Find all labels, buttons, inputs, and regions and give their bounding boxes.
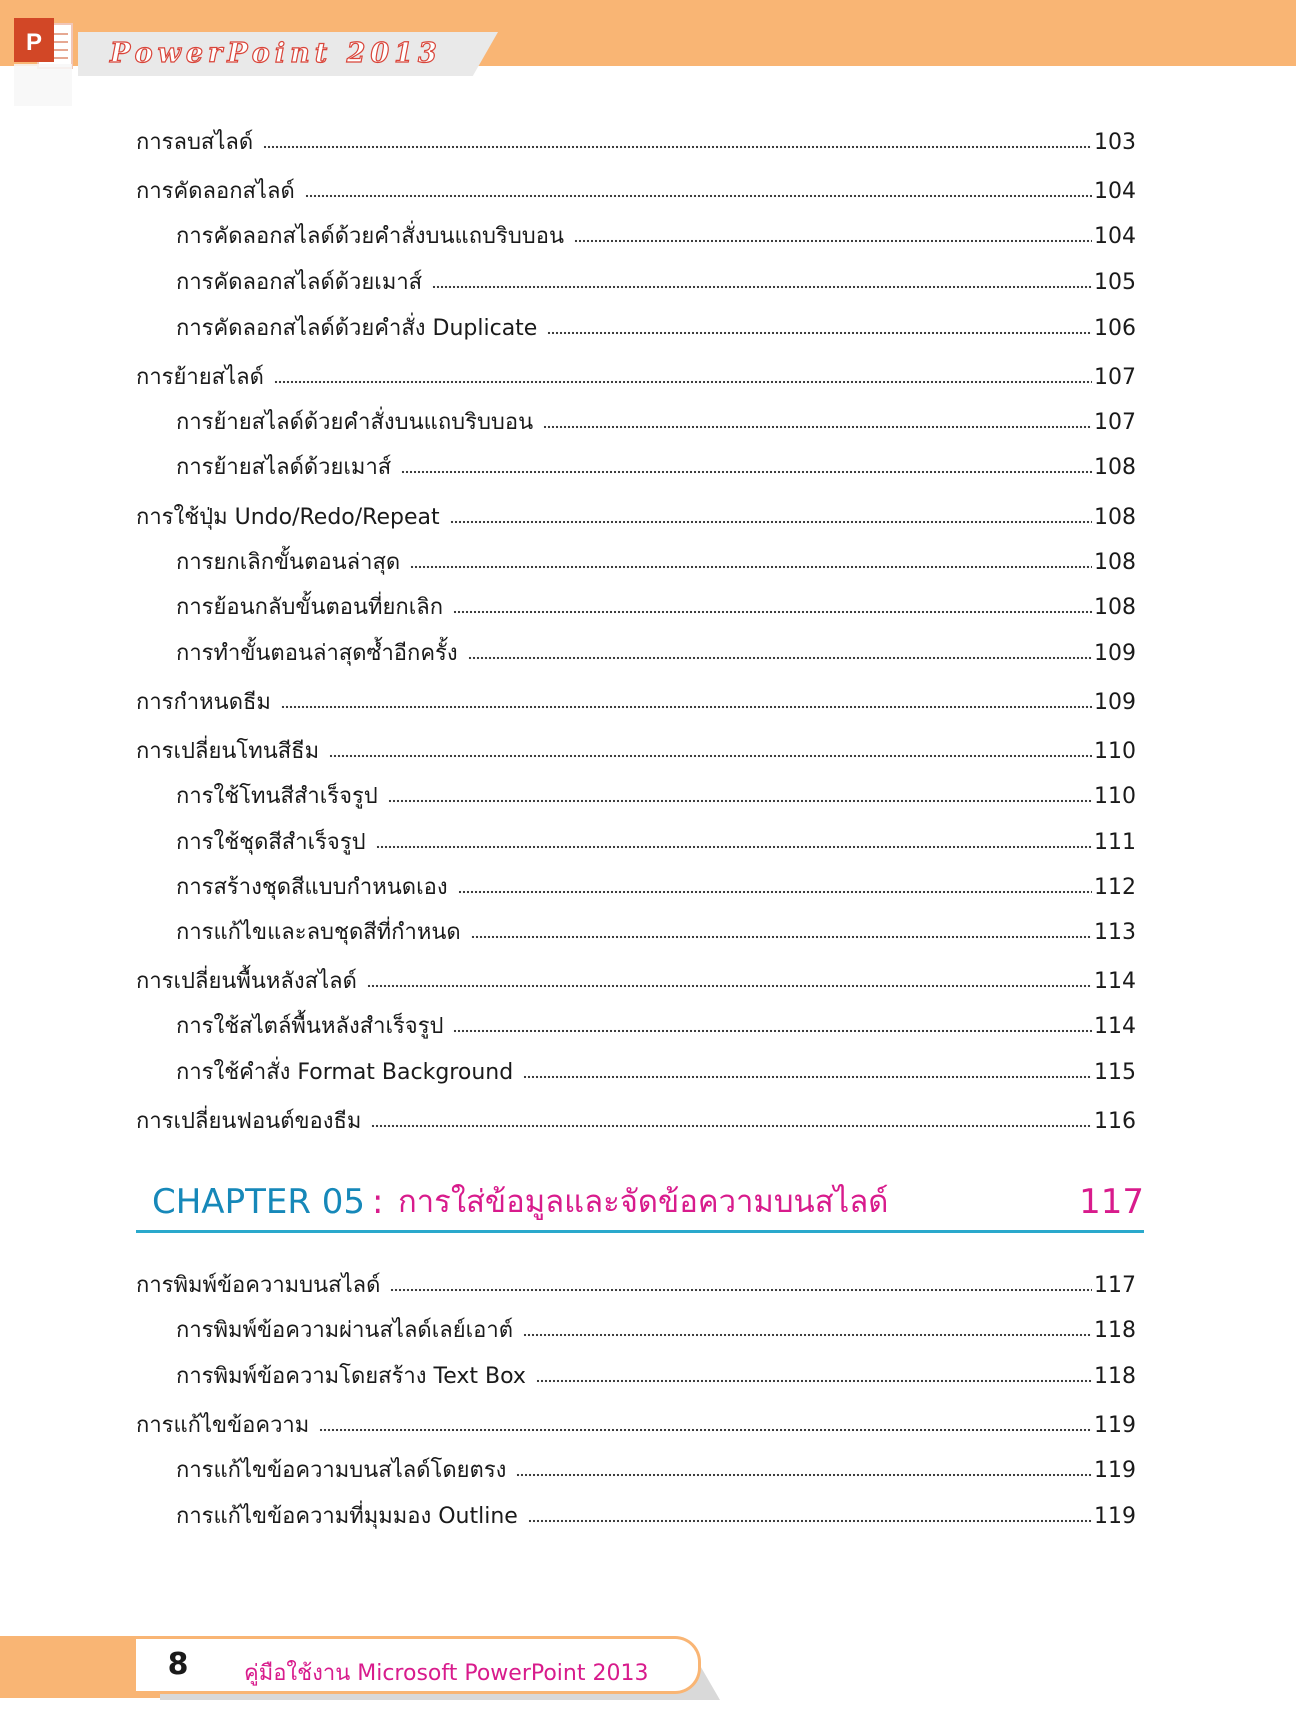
toc-entry-title: การใช้ปุ่ม Undo/Redo/Repeat xyxy=(136,505,440,530)
chapter-separator: : xyxy=(372,1182,384,1222)
chapter-page-number: 117 xyxy=(1079,1182,1144,1222)
toc-entry-page: 112 xyxy=(1094,875,1136,900)
footer-book-title: คู่มือใช้งาน Microsoft PowerPoint 2013 xyxy=(244,1661,649,1686)
dot-leader xyxy=(543,422,1092,429)
toc-entry xyxy=(176,1312,1136,1346)
toc-entry-title: การเปลี่ยนพื้นหลังสไลด์ xyxy=(136,969,357,994)
dot-leader xyxy=(450,517,1092,524)
toc-entry-title: การคัดลอกสไลด์ด้วยคำสั่ง Duplicate xyxy=(176,316,538,341)
header-title: PowerPoint 2013 xyxy=(110,38,442,69)
toc-entry xyxy=(176,589,1136,623)
toc-entry-title: การแก้ไขข้อความบนสไลด์โดยตรง xyxy=(176,1458,507,1483)
dot-leader xyxy=(376,842,1092,849)
toc-entry-page: 106 xyxy=(1094,316,1136,341)
toc-entry-title: การเปลี่ยนฟอนต์ของธีม xyxy=(136,1109,362,1134)
toc-entry-title: การคัดลอกสไลด์ xyxy=(136,179,295,204)
chapter-heading xyxy=(136,1178,1144,1233)
toc-entry-title: การแก้ไขและลบชุดสีที่กำหนด xyxy=(176,920,461,945)
toc-entry-title: การใช้โทนสีสำเร็จรูป xyxy=(176,784,378,809)
toc-entry xyxy=(136,733,1136,767)
toc-entry-title: การยกเลิกขั้นตอนล่าสุด xyxy=(176,550,401,575)
chapter-title: การใส่ข้อมูลและจัดข้อความบนสไลด์ xyxy=(398,1184,889,1220)
dot-leader xyxy=(388,796,1092,803)
toc-entry xyxy=(136,1267,1136,1301)
dot-leader xyxy=(319,1425,1092,1432)
chapter-label: CHAPTER 05 xyxy=(152,1182,366,1222)
toc-entry-title: การสร้างชุดสีแบบกำหนดเอง xyxy=(176,875,448,900)
dot-leader xyxy=(468,653,1092,660)
dot-leader xyxy=(371,1121,1092,1128)
powerpoint-logo-icon xyxy=(12,18,78,106)
toc-entry-page: 118 xyxy=(1094,1318,1136,1343)
toc-entry-page: 111 xyxy=(1094,830,1136,855)
toc-entry-page: 114 xyxy=(1094,1014,1136,1039)
dot-leader xyxy=(471,932,1092,939)
toc-entry xyxy=(176,778,1136,812)
toc-entry xyxy=(176,310,1136,344)
toc-entry xyxy=(176,544,1136,578)
toc-entry xyxy=(176,1008,1136,1042)
toc-entry-page: 114 xyxy=(1094,969,1136,994)
toc-entry-title: การคัดลอกสไลด์ด้วยเมาส์ xyxy=(176,270,423,295)
toc-entry-title: การพิมพ์ข้อความโดยสร้าง Text Box xyxy=(176,1364,526,1389)
toc-entry xyxy=(176,1054,1136,1088)
footer-page-number: 8 xyxy=(167,1647,189,1682)
dot-leader xyxy=(528,1516,1092,1523)
dot-leader xyxy=(305,191,1092,198)
toc-entry xyxy=(176,635,1136,669)
toc-entry-title: การใช้ชุดสีสำเร็จรูป xyxy=(176,830,366,855)
toc-entry-title: การพิมพ์ข้อความบนสไลด์ xyxy=(136,1273,381,1298)
toc-entry xyxy=(136,684,1136,718)
toc-entry-title: การย้ายสไลด์ xyxy=(136,365,264,390)
toc-entry-page: 108 xyxy=(1094,595,1136,620)
dot-leader xyxy=(367,981,1092,988)
toc-entry-page: 104 xyxy=(1094,224,1136,249)
dot-leader xyxy=(263,142,1092,149)
toc-entry-title: การพิมพ์ข้อความผ่านสไลด์เลย์เอาต์ xyxy=(176,1318,513,1343)
toc-entry-page: 103 xyxy=(1094,130,1136,155)
toc-entry xyxy=(176,264,1136,298)
toc-entry xyxy=(176,914,1136,948)
toc-entry-title: การคัดลอกสไลด์ด้วยคำสั่งบนแถบริบบอน xyxy=(176,224,565,249)
toc-entry-title: การเปลี่ยนโทนสีธีม xyxy=(136,739,320,764)
toc-entry-page: 119 xyxy=(1094,1458,1136,1483)
dot-leader xyxy=(536,1376,1092,1383)
toc-entry xyxy=(136,173,1136,207)
toc-entry xyxy=(176,1358,1136,1392)
toc-entry-page: 109 xyxy=(1094,641,1136,666)
toc-entry xyxy=(136,359,1136,393)
dot-leader xyxy=(453,607,1092,614)
dot-leader xyxy=(458,887,1092,894)
toc-entry-title: การย้อนกลับขั้นตอนที่ยกเลิก xyxy=(176,595,444,620)
dot-leader xyxy=(523,1330,1092,1337)
toc-entry xyxy=(176,449,1136,483)
toc-entry-page: 113 xyxy=(1094,920,1136,945)
dot-leader xyxy=(329,751,1092,758)
toc-entry-title: การแก้ไขข้อความ xyxy=(136,1413,310,1438)
dot-leader xyxy=(281,702,1092,709)
toc-entry xyxy=(176,218,1136,252)
toc-entry-title: การทำขั้นตอนล่าสุดซ้ำอีกครั้ง xyxy=(176,641,458,666)
dot-leader xyxy=(516,1470,1092,1477)
toc-entry-page: 117 xyxy=(1094,1273,1136,1298)
toc-entry-title: การแก้ไขข้อความที่มุมมอง Outline xyxy=(176,1504,518,1529)
toc-entry-page: 110 xyxy=(1094,739,1136,764)
logo-letter: P xyxy=(25,29,43,56)
toc-entry xyxy=(136,499,1136,533)
toc-entry-page: 119 xyxy=(1094,1504,1136,1529)
toc-entry xyxy=(176,404,1136,438)
toc-entry xyxy=(176,869,1136,903)
toc-entry-title: การกำหนดธีม xyxy=(136,690,271,715)
toc-entry-page: 109 xyxy=(1094,690,1136,715)
toc-entry xyxy=(176,1452,1136,1486)
toc-entry-title: การย้ายสไลด์ด้วยคำสั่งบนแถบริบบอน xyxy=(176,410,534,435)
dot-leader xyxy=(390,1285,1092,1292)
dot-leader xyxy=(523,1072,1092,1079)
toc-entry-page: 119 xyxy=(1094,1413,1136,1438)
toc-entry-page: 118 xyxy=(1094,1364,1136,1389)
toc-entry-page: 108 xyxy=(1094,505,1136,530)
toc-entry-title: การใช้สไตล์พื้นหลังสำเร็จรูป xyxy=(176,1014,444,1039)
toc-entry-title: การย้ายสไลด์ด้วยเมาส์ xyxy=(176,455,392,480)
toc-entry-page: 108 xyxy=(1094,550,1136,575)
toc-entry-page: 107 xyxy=(1094,410,1136,435)
toc-entry-page: 108 xyxy=(1094,455,1136,480)
toc-entry-page: 116 xyxy=(1094,1109,1136,1134)
toc-entry-title: การใช้คำสั่ง Format Background xyxy=(176,1060,514,1085)
toc-entry xyxy=(136,1103,1136,1137)
toc-entry-page: 115 xyxy=(1094,1060,1136,1085)
toc-entry xyxy=(136,1407,1136,1441)
toc-entry xyxy=(176,824,1136,858)
dot-leader xyxy=(410,562,1092,569)
toc-entry-page: 105 xyxy=(1094,270,1136,295)
dot-leader xyxy=(574,236,1092,243)
toc-entry xyxy=(136,963,1136,997)
dot-leader xyxy=(401,467,1092,474)
toc-entry-page: 104 xyxy=(1094,179,1136,204)
toc-entry-page: 107 xyxy=(1094,365,1136,390)
dot-leader xyxy=(432,282,1092,289)
dot-leader xyxy=(547,328,1092,335)
toc-entry-title: การลบสไลด์ xyxy=(136,130,254,155)
dot-leader xyxy=(453,1026,1092,1033)
dot-leader xyxy=(274,377,1092,384)
toc-entry xyxy=(136,124,1136,158)
toc-entry-page: 110 xyxy=(1094,784,1136,809)
toc-entry xyxy=(176,1498,1136,1532)
